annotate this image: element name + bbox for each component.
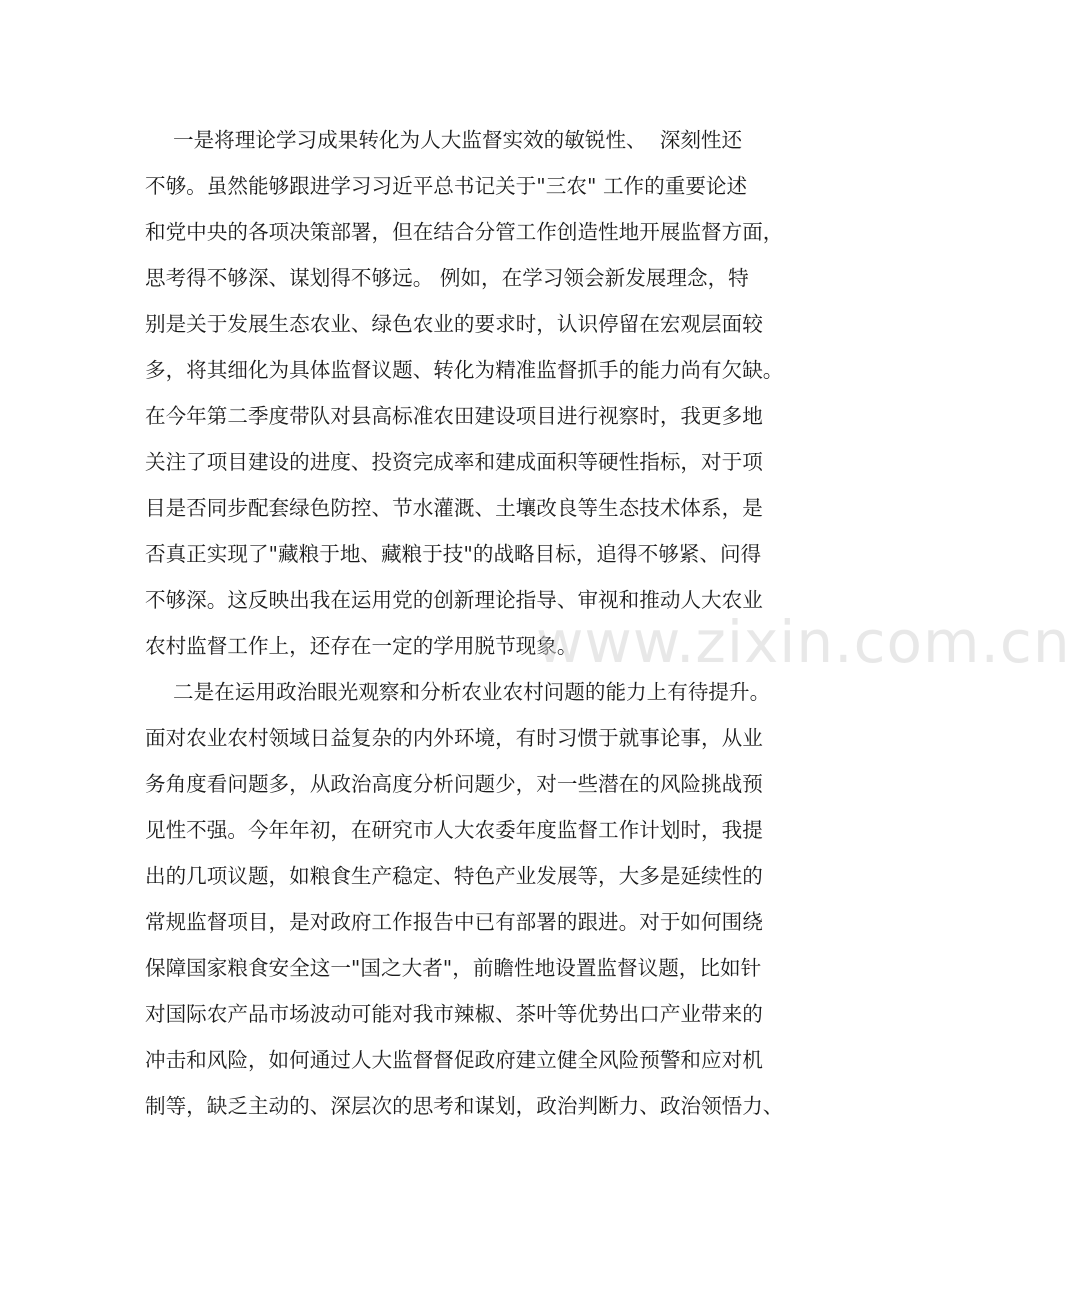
watermark: www.zixin.com.cn [536, 608, 1071, 676]
paragraph-2-line-8: 对国际农产品市场波动可能对我市辣椒、茶叶等优势出口产业带来的 [145, 1002, 763, 1026]
paragraph-1-line-4: 思考得不够深、谋划得不够远。 例如，在学习领会新发展理念，特 [145, 266, 749, 290]
paragraph-1-line-2: 不够。虽然能够跟进学习习近平总书记关于"三农" 工作的重要论述 [145, 174, 748, 198]
paragraph-1-line-3: 和党中央的各项决策部署，但在结合分管工作创造性地开展监督方面， [145, 220, 784, 244]
paragraph-1-line-9: 目是否同步配套绿色防控、节水灌溉、土壤改良等生态技术体系，是 [145, 496, 763, 520]
paragraph-1-line-5: 别是关于发展生态农业、绿色农业的要求时，认识停留在宏观层面较 [145, 312, 763, 336]
paragraph-2-line-1: 二是在运用政治眼光观察和分析农业农村问题的能力上有待提升。 [173, 680, 771, 704]
paragraph-1-line-6: 多，将其细化为具体监督议题、转化为精准监督抓手的能力尚有欠缺。 [145, 358, 784, 382]
paragraph-1-line-12: 农村监督工作上，还存在一定的学用脱节现象。 [145, 634, 578, 658]
paragraph-1-line-1: 一是将理论学习成果转化为人大监督实效的敏锐性、 深刻性还 [173, 128, 743, 152]
paragraph-2-line-7: 保障国家粮食安全这一"国之大者"，前瞻性地设置监督议题，比如针 [145, 956, 762, 980]
paragraph-2-line-10: 制等，缺乏主动的、深层次的思考和谋划，政治判断力、政治领悟力、 [145, 1094, 784, 1118]
paragraph-2-line-4: 见性不强。今年年初，在研究市人大农委年度监督工作计划时，我提 [145, 818, 763, 842]
paragraph-1-line-8: 关注了项目建设的进度、投资完成率和建成面积等硬性指标，对于项 [145, 450, 763, 474]
paragraph-1-line-11: 不够深。这反映出我在运用党的创新理论指导、审视和推动人大农业 [145, 588, 763, 612]
paragraph-1-line-7: 在今年第二季度带队对县高标准农田建设项目进行视察时，我更多地 [145, 404, 763, 428]
paragraph-2-line-5: 出的几项议题，如粮食生产稳定、特色产业发展等，大多是延续性的 [145, 864, 763, 888]
paragraph-2-line-9: 冲击和风险，如何通过人大监督督促政府建立健全风险预警和应对机 [145, 1048, 763, 1072]
paragraph-2-line-3: 务角度看问题多，从政治高度分析问题少，对一些潜在的风险挑战预 [145, 772, 763, 796]
paragraph-2-line-2: 面对农业农村领域日益复杂的内外环境，有时习惯于就事论事，从业 [145, 726, 763, 750]
paragraph-1-line-10: 否真正实现了"藏粮于地、藏粮于技"的战略目标，追得不够紧、问得 [145, 542, 762, 566]
paragraph-2-line-6: 常规监督项目，是对政府工作报告中已有部署的跟进。对于如何围绕 [145, 910, 763, 934]
